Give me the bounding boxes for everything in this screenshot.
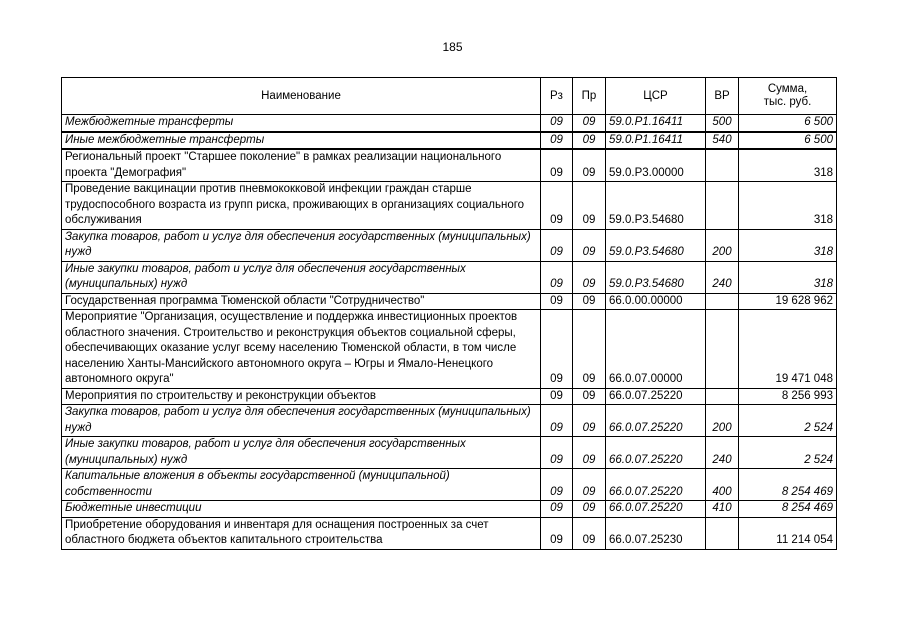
cell-csr: 66.0.07.25220	[606, 405, 706, 437]
cell-name: Иные закупки товаров, работ и услуг для обеспечения государственных (муниципальных) нужд	[62, 261, 541, 293]
cell-name: Мероприятия по строительству и реконструкции объектов	[62, 388, 541, 405]
cell-pr: 09	[573, 132, 606, 150]
cell-csr: 59.0.P3.00000	[606, 149, 706, 182]
budget-table	[61, 77, 837, 550]
cell-name: Иные закупки товаров, работ и услуг для обеспечения государственных (муниципальных) нужд	[62, 437, 541, 469]
table-row	[62, 469, 837, 501]
cell-csr: 59.0.P1.16411	[606, 115, 706, 132]
cell-sum: 19 471 048	[739, 310, 837, 389]
cell-name: Региональный проект "Старшее поколение" в рамках реализации национального проекта "Демография"	[62, 149, 541, 182]
cell-sum: 11 214 054	[739, 517, 837, 549]
cell-name: Проведение вакцинации против пневмококковой инфекции граждан старше трудоспособного возраста из групп риска, проживающих в организациях социального обслуживания	[62, 182, 541, 230]
cell-vr	[706, 388, 739, 405]
table-row	[62, 293, 837, 310]
cell-pr: 09	[573, 310, 606, 389]
cell-vr: 200	[706, 405, 739, 437]
cell-csr: 66.0.07.25230	[606, 517, 706, 549]
cell-rz: 09	[541, 517, 573, 549]
table-row	[62, 229, 837, 261]
cell-pr: 09	[573, 405, 606, 437]
cell-pr: 09	[573, 501, 606, 518]
table-row	[62, 182, 837, 230]
cell-csr: 66.0.07.25220	[606, 501, 706, 518]
cell-name: Бюджетные инвестиции	[62, 501, 541, 518]
header-pr: Пр	[573, 78, 606, 115]
cell-vr: 400	[706, 469, 739, 501]
header-sum-line2: тыс. руб.	[763, 96, 812, 108]
cell-csr: 59.0.P3.54680	[606, 182, 706, 230]
table-row	[62, 517, 837, 549]
cell-rz: 09	[541, 293, 573, 310]
cell-sum: 8 256 993	[739, 388, 837, 405]
cell-name: Иные межбюджетные трансферты	[62, 132, 541, 150]
cell-sum: 8 254 469	[739, 501, 837, 518]
cell-pr: 09	[573, 261, 606, 293]
header-rz: Рз	[541, 78, 573, 115]
cell-vr: 240	[706, 261, 739, 293]
table-row	[62, 149, 837, 182]
table-header-row	[62, 78, 837, 115]
cell-rz: 09	[541, 388, 573, 405]
cell-name: Государственная программа Тюменской области "Сотрудничество"	[62, 293, 541, 310]
cell-rz: 09	[541, 182, 573, 230]
cell-sum: 2 524	[739, 405, 837, 437]
cell-pr: 09	[573, 517, 606, 549]
cell-pr: 09	[573, 229, 606, 261]
cell-name: Закупка товаров, работ и услуг для обеспечения государственных (муниципальных) нужд	[62, 405, 541, 437]
cell-name: Приобретение оборудования и инвентаря для оснащения построенных за счет областного бюджета объектов капитального строительства	[62, 517, 541, 549]
cell-sum: 2 524	[739, 437, 837, 469]
cell-rz: 09	[541, 132, 573, 150]
cell-sum: 318	[739, 149, 837, 182]
cell-rz: 09	[541, 261, 573, 293]
cell-vr: 540	[706, 132, 739, 150]
header-sum	[739, 78, 837, 115]
table-row	[62, 132, 837, 150]
table-row	[62, 405, 837, 437]
cell-rz: 09	[541, 437, 573, 469]
cell-sum: 19 628 962	[739, 293, 837, 310]
cell-rz: 09	[541, 229, 573, 261]
cell-rz: 09	[541, 115, 573, 132]
cell-vr: 240	[706, 437, 739, 469]
cell-pr: 09	[573, 437, 606, 469]
cell-sum: 6 500	[739, 115, 837, 132]
cell-sum: 318	[739, 229, 837, 261]
cell-pr: 09	[573, 149, 606, 182]
page-number: 185	[442, 40, 463, 54]
cell-sum: 6 500	[739, 132, 837, 150]
header-vr: ВР	[706, 78, 739, 115]
cell-sum: 8 254 469	[739, 469, 837, 501]
cell-pr: 09	[573, 182, 606, 230]
cell-vr: 500	[706, 115, 739, 132]
cell-name: Капитальные вложения в объекты государственной (муниципальной) собственности	[62, 469, 541, 501]
cell-rz: 09	[541, 149, 573, 182]
table-row	[62, 261, 837, 293]
cell-csr: 59.0.P1.16411	[606, 132, 706, 150]
cell-vr	[706, 517, 739, 549]
cell-name: Закупка товаров, работ и услуг для обеспечения государственных (муниципальных) нужд	[62, 229, 541, 261]
header-csr: ЦСР	[606, 78, 706, 115]
header-name: Наименование	[62, 78, 541, 115]
cell-vr	[706, 149, 739, 182]
cell-pr: 09	[573, 293, 606, 310]
cell-vr	[706, 182, 739, 230]
cell-csr: 66.0.07.25220	[606, 469, 706, 501]
table-row	[62, 501, 837, 518]
cell-vr	[706, 310, 739, 389]
cell-csr: 66.0.07.00000	[606, 310, 706, 389]
cell-rz: 09	[541, 469, 573, 501]
cell-name: Мероприятие "Организация, осуществление и поддержка инвестиционных проектов областного значения. Строительство и реконструкция объектов социальной сферы, обеспечивающих оказание услуг всему населению Тюменской области, в том числе населению Ханты-Мансийского автономного округа – Югры и Ямало-Ненецкого автономного округа"	[62, 310, 541, 389]
cell-rz: 09	[541, 310, 573, 389]
cell-pr: 09	[573, 388, 606, 405]
cell-sum: 318	[739, 261, 837, 293]
cell-csr: 66.0.00.00000	[606, 293, 706, 310]
table-row	[62, 310, 837, 389]
cell-csr: 59.0.P3.54680	[606, 229, 706, 261]
cell-name: Межбюджетные трансферты	[62, 115, 541, 132]
cell-pr: 09	[573, 115, 606, 132]
cell-vr	[706, 293, 739, 310]
cell-rz: 09	[541, 501, 573, 518]
cell-pr: 09	[573, 469, 606, 501]
table-row	[62, 388, 837, 405]
cell-vr: 410	[706, 501, 739, 518]
table-row	[62, 437, 837, 469]
header-sum-line1: Сумма,	[767, 83, 808, 95]
cell-csr: 59.0.P3.54680	[606, 261, 706, 293]
cell-rz: 09	[541, 405, 573, 437]
table-row	[62, 115, 837, 132]
cell-vr: 200	[706, 229, 739, 261]
cell-csr: 66.0.07.25220	[606, 437, 706, 469]
cell-csr: 66.0.07.25220	[606, 388, 706, 405]
cell-sum: 318	[739, 182, 837, 230]
